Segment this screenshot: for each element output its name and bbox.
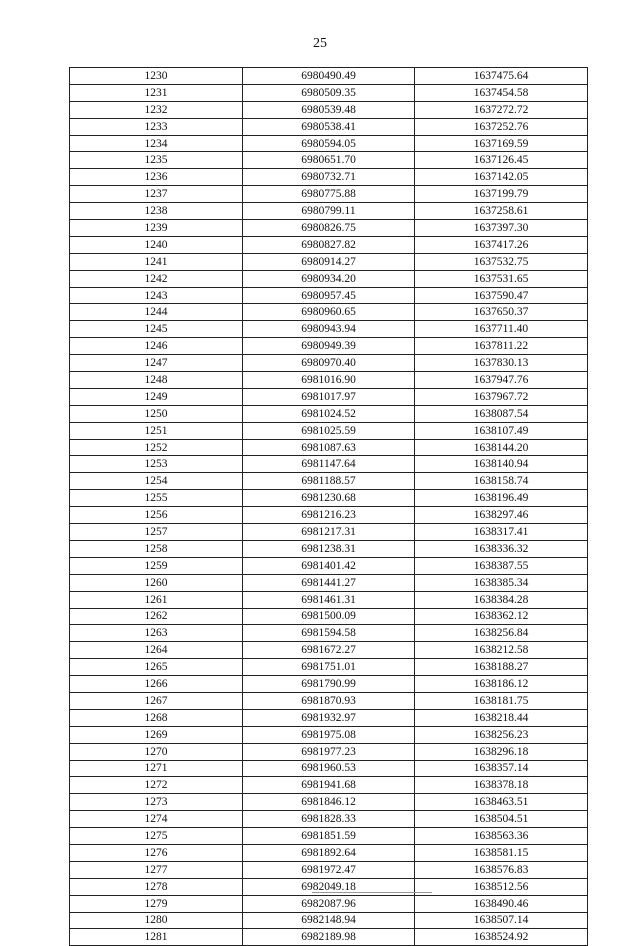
y-coordinate-cell: 1637417.26 xyxy=(415,236,588,253)
x-coordinate-cell: 6980799.11 xyxy=(243,203,415,220)
x-coordinate-cell: 6981087.63 xyxy=(243,439,415,456)
table-row xyxy=(70,659,588,676)
x-coordinate-cell: 6981828.33 xyxy=(243,811,415,828)
x-coordinate-cell: 6981960.53 xyxy=(243,760,415,777)
point-number-cell: 1242 xyxy=(70,270,243,287)
y-coordinate-cell: 1637590.47 xyxy=(415,287,588,304)
x-coordinate-cell: 6981188.57 xyxy=(243,473,415,490)
y-coordinate-cell: 1638385.34 xyxy=(415,574,588,591)
table-row xyxy=(70,304,588,321)
table-row xyxy=(70,912,588,929)
point-number-cell: 1259 xyxy=(70,557,243,574)
point-number-cell: 1261 xyxy=(70,591,243,608)
x-coordinate-cell: 6980539.48 xyxy=(243,101,415,118)
x-coordinate-cell: 6981892.64 xyxy=(243,844,415,861)
point-number-cell: 1247 xyxy=(70,355,243,372)
y-coordinate-cell: 1638490.46 xyxy=(415,895,588,912)
y-coordinate-cell: 1637199.79 xyxy=(415,186,588,203)
point-number-cell: 1233 xyxy=(70,118,243,135)
point-number-cell: 1232 xyxy=(70,101,243,118)
x-coordinate-cell: 6981147.64 xyxy=(243,456,415,473)
x-coordinate-cell: 6981500.09 xyxy=(243,608,415,625)
x-coordinate-cell: 6981401.42 xyxy=(243,557,415,574)
point-number-cell: 1252 xyxy=(70,439,243,456)
x-coordinate-cell: 6980949.39 xyxy=(243,338,415,355)
table-row xyxy=(70,709,588,726)
y-coordinate-cell: 1638188.27 xyxy=(415,659,588,676)
table-row xyxy=(70,811,588,828)
y-coordinate-cell: 1638317.41 xyxy=(415,524,588,541)
footer-rule xyxy=(312,892,432,893)
table-row xyxy=(70,642,588,659)
table-row xyxy=(70,540,588,557)
point-number-cell: 1257 xyxy=(70,524,243,541)
page-number: 25 xyxy=(313,36,327,51)
point-number-cell: 1237 xyxy=(70,186,243,203)
table-row xyxy=(70,794,588,811)
x-coordinate-cell: 6980934.20 xyxy=(243,270,415,287)
y-coordinate-cell: 1638107.49 xyxy=(415,422,588,439)
y-coordinate-cell: 1638140.94 xyxy=(415,456,588,473)
y-coordinate-cell: 1637126.45 xyxy=(415,152,588,169)
point-number-cell: 1271 xyxy=(70,760,243,777)
coordinates-table xyxy=(69,67,588,946)
x-coordinate-cell: 6981851.59 xyxy=(243,828,415,845)
point-number-cell: 1236 xyxy=(70,169,243,186)
y-coordinate-cell: 1637397.30 xyxy=(415,220,588,237)
x-coordinate-cell: 6980970.40 xyxy=(243,355,415,372)
x-coordinate-cell: 6980732.71 xyxy=(243,169,415,186)
x-coordinate-cell: 6981751.01 xyxy=(243,659,415,676)
table-row xyxy=(70,270,588,287)
table-row xyxy=(70,507,588,524)
table-row xyxy=(70,321,588,338)
coordinates-table-body xyxy=(70,68,588,946)
point-number-cell: 1256 xyxy=(70,507,243,524)
point-number-cell: 1277 xyxy=(70,861,243,878)
x-coordinate-cell: 6980594.05 xyxy=(243,135,415,152)
table-row xyxy=(70,828,588,845)
point-number-cell: 1241 xyxy=(70,253,243,270)
x-coordinate-cell: 6981977.23 xyxy=(243,743,415,760)
x-coordinate-cell: 6981972.47 xyxy=(243,861,415,878)
point-number-cell: 1278 xyxy=(70,878,243,895)
table-row xyxy=(70,220,588,237)
y-coordinate-cell: 1638144.20 xyxy=(415,439,588,456)
table-row xyxy=(70,557,588,574)
x-coordinate-cell: 6981216.23 xyxy=(243,507,415,524)
y-coordinate-cell: 1638186.12 xyxy=(415,676,588,693)
point-number-cell: 1251 xyxy=(70,422,243,439)
point-number-cell: 1231 xyxy=(70,84,243,101)
y-coordinate-cell: 1638218.44 xyxy=(415,709,588,726)
x-coordinate-cell: 6981941.68 xyxy=(243,777,415,794)
x-coordinate-cell: 6981238.31 xyxy=(243,540,415,557)
table-row xyxy=(70,574,588,591)
point-number-cell: 1274 xyxy=(70,811,243,828)
x-coordinate-cell: 6981846.12 xyxy=(243,794,415,811)
x-coordinate-cell: 6982189.98 xyxy=(243,929,415,946)
y-coordinate-cell: 1638087.54 xyxy=(415,405,588,422)
x-coordinate-cell: 6980651.70 xyxy=(243,152,415,169)
x-coordinate-cell: 6980827.82 xyxy=(243,236,415,253)
y-coordinate-cell: 1638378.18 xyxy=(415,777,588,794)
table-row xyxy=(70,372,588,389)
y-coordinate-cell: 1638524.92 xyxy=(415,929,588,946)
x-coordinate-cell: 6982087.96 xyxy=(243,895,415,912)
y-coordinate-cell: 1637252.76 xyxy=(415,118,588,135)
x-coordinate-cell: 6981217.31 xyxy=(243,524,415,541)
y-coordinate-cell: 1637475.64 xyxy=(415,68,588,85)
point-number-cell: 1281 xyxy=(70,929,243,946)
point-number-cell: 1269 xyxy=(70,726,243,743)
table-row xyxy=(70,101,588,118)
x-coordinate-cell: 6980960.65 xyxy=(243,304,415,321)
point-number-cell: 1253 xyxy=(70,456,243,473)
table-row xyxy=(70,135,588,152)
y-coordinate-cell: 1638581.15 xyxy=(415,844,588,861)
x-coordinate-cell: 6981672.27 xyxy=(243,642,415,659)
y-coordinate-cell: 1637811.22 xyxy=(415,338,588,355)
y-coordinate-cell: 1638357.14 xyxy=(415,760,588,777)
table-row xyxy=(70,676,588,693)
x-coordinate-cell: 6982148.94 xyxy=(243,912,415,929)
y-coordinate-cell: 1638297.46 xyxy=(415,507,588,524)
y-coordinate-cell: 1638256.23 xyxy=(415,726,588,743)
x-coordinate-cell: 6980538.41 xyxy=(243,118,415,135)
table-row xyxy=(70,152,588,169)
point-number-cell: 1230 xyxy=(70,68,243,85)
point-number-cell: 1272 xyxy=(70,777,243,794)
x-coordinate-cell: 6980509.35 xyxy=(243,84,415,101)
point-number-cell: 1235 xyxy=(70,152,243,169)
point-number-cell: 1266 xyxy=(70,676,243,693)
x-coordinate-cell: 6981017.97 xyxy=(243,388,415,405)
table-row xyxy=(70,355,588,372)
point-number-cell: 1244 xyxy=(70,304,243,321)
point-number-cell: 1249 xyxy=(70,388,243,405)
table-row xyxy=(70,760,588,777)
y-coordinate-cell: 1638384.28 xyxy=(415,591,588,608)
point-number-cell: 1234 xyxy=(70,135,243,152)
table-row xyxy=(70,169,588,186)
point-number-cell: 1273 xyxy=(70,794,243,811)
point-number-cell: 1264 xyxy=(70,642,243,659)
x-coordinate-cell: 6981594.58 xyxy=(243,625,415,642)
point-number-cell: 1265 xyxy=(70,659,243,676)
y-coordinate-cell: 1638576.83 xyxy=(415,861,588,878)
y-coordinate-cell: 1638563.36 xyxy=(415,828,588,845)
table-row xyxy=(70,777,588,794)
table-row xyxy=(70,743,588,760)
table-row xyxy=(70,692,588,709)
x-coordinate-cell: 6980826.75 xyxy=(243,220,415,237)
y-coordinate-cell: 1638463.51 xyxy=(415,794,588,811)
x-coordinate-cell: 6981790.99 xyxy=(243,676,415,693)
x-coordinate-cell: 6980943.94 xyxy=(243,321,415,338)
table-row xyxy=(70,625,588,642)
table-row xyxy=(70,287,588,304)
y-coordinate-cell: 1637711.40 xyxy=(415,321,588,338)
y-coordinate-cell: 1638181.75 xyxy=(415,692,588,709)
y-coordinate-cell: 1637650.37 xyxy=(415,304,588,321)
table-row xyxy=(70,929,588,946)
y-coordinate-cell: 1637272.72 xyxy=(415,101,588,118)
point-number-cell: 1280 xyxy=(70,912,243,929)
y-coordinate-cell: 1638336.32 xyxy=(415,540,588,557)
point-number-cell: 1254 xyxy=(70,473,243,490)
x-coordinate-cell: 6980490.49 xyxy=(243,68,415,85)
y-coordinate-cell: 1637169.59 xyxy=(415,135,588,152)
y-coordinate-cell: 1638196.49 xyxy=(415,490,588,507)
y-coordinate-cell: 1637454.58 xyxy=(415,84,588,101)
y-coordinate-cell: 1638362.12 xyxy=(415,608,588,625)
point-number-cell: 1260 xyxy=(70,574,243,591)
table-row xyxy=(70,253,588,270)
y-coordinate-cell: 1638512.56 xyxy=(415,878,588,895)
point-number-cell: 1255 xyxy=(70,490,243,507)
point-number-cell: 1268 xyxy=(70,709,243,726)
point-number-cell: 1276 xyxy=(70,844,243,861)
table-row xyxy=(70,456,588,473)
y-coordinate-cell: 1638212.58 xyxy=(415,642,588,659)
x-coordinate-cell: 6982049.18 xyxy=(243,878,415,895)
point-number-cell: 1270 xyxy=(70,743,243,760)
y-coordinate-cell: 1638387.55 xyxy=(415,557,588,574)
y-coordinate-cell: 1637947.76 xyxy=(415,372,588,389)
table-row xyxy=(70,591,588,608)
table-row xyxy=(70,203,588,220)
table-row xyxy=(70,68,588,85)
table-row xyxy=(70,118,588,135)
point-number-cell: 1279 xyxy=(70,895,243,912)
x-coordinate-cell: 6980957.45 xyxy=(243,287,415,304)
table-row xyxy=(70,439,588,456)
point-number-cell: 1243 xyxy=(70,287,243,304)
table-row xyxy=(70,388,588,405)
y-coordinate-cell: 1638507.14 xyxy=(415,912,588,929)
x-coordinate-cell: 6981932.97 xyxy=(243,709,415,726)
y-coordinate-cell: 1637967.72 xyxy=(415,388,588,405)
x-coordinate-cell: 6981230.68 xyxy=(243,490,415,507)
table-row xyxy=(70,524,588,541)
y-coordinate-cell: 1638296.18 xyxy=(415,743,588,760)
x-coordinate-cell: 6981025.59 xyxy=(243,422,415,439)
y-coordinate-cell: 1638504.51 xyxy=(415,811,588,828)
table-row xyxy=(70,473,588,490)
y-coordinate-cell: 1637830.13 xyxy=(415,355,588,372)
point-number-cell: 1250 xyxy=(70,405,243,422)
point-number-cell: 1246 xyxy=(70,338,243,355)
table-row xyxy=(70,405,588,422)
y-coordinate-cell: 1637258.61 xyxy=(415,203,588,220)
point-number-cell: 1245 xyxy=(70,321,243,338)
table-row xyxy=(70,490,588,507)
table-row xyxy=(70,84,588,101)
x-coordinate-cell: 6980775.88 xyxy=(243,186,415,203)
x-coordinate-cell: 6981016.90 xyxy=(243,372,415,389)
table-row xyxy=(70,236,588,253)
x-coordinate-cell: 6980914.27 xyxy=(243,253,415,270)
table-row xyxy=(70,422,588,439)
table-row xyxy=(70,608,588,625)
point-number-cell: 1262 xyxy=(70,608,243,625)
table-row xyxy=(70,726,588,743)
point-number-cell: 1238 xyxy=(70,203,243,220)
x-coordinate-cell: 6981024.52 xyxy=(243,405,415,422)
point-number-cell: 1267 xyxy=(70,692,243,709)
x-coordinate-cell: 6981461.31 xyxy=(243,591,415,608)
x-coordinate-cell: 6981441.27 xyxy=(243,574,415,591)
point-number-cell: 1239 xyxy=(70,220,243,237)
x-coordinate-cell: 6981870.93 xyxy=(243,692,415,709)
table-row xyxy=(70,861,588,878)
point-number-cell: 1248 xyxy=(70,372,243,389)
table-row xyxy=(70,338,588,355)
point-number-cell: 1258 xyxy=(70,540,243,557)
y-coordinate-cell: 1638158.74 xyxy=(415,473,588,490)
table-row xyxy=(70,895,588,912)
x-coordinate-cell: 6981975.08 xyxy=(243,726,415,743)
y-coordinate-cell: 1637531.65 xyxy=(415,270,588,287)
y-coordinate-cell: 1638256.84 xyxy=(415,625,588,642)
y-coordinate-cell: 1637532.75 xyxy=(415,253,588,270)
point-number-cell: 1275 xyxy=(70,828,243,845)
y-coordinate-cell: 1637142.05 xyxy=(415,169,588,186)
point-number-cell: 1263 xyxy=(70,625,243,642)
point-number-cell: 1240 xyxy=(70,236,243,253)
table-row xyxy=(70,844,588,861)
table-row xyxy=(70,186,588,203)
